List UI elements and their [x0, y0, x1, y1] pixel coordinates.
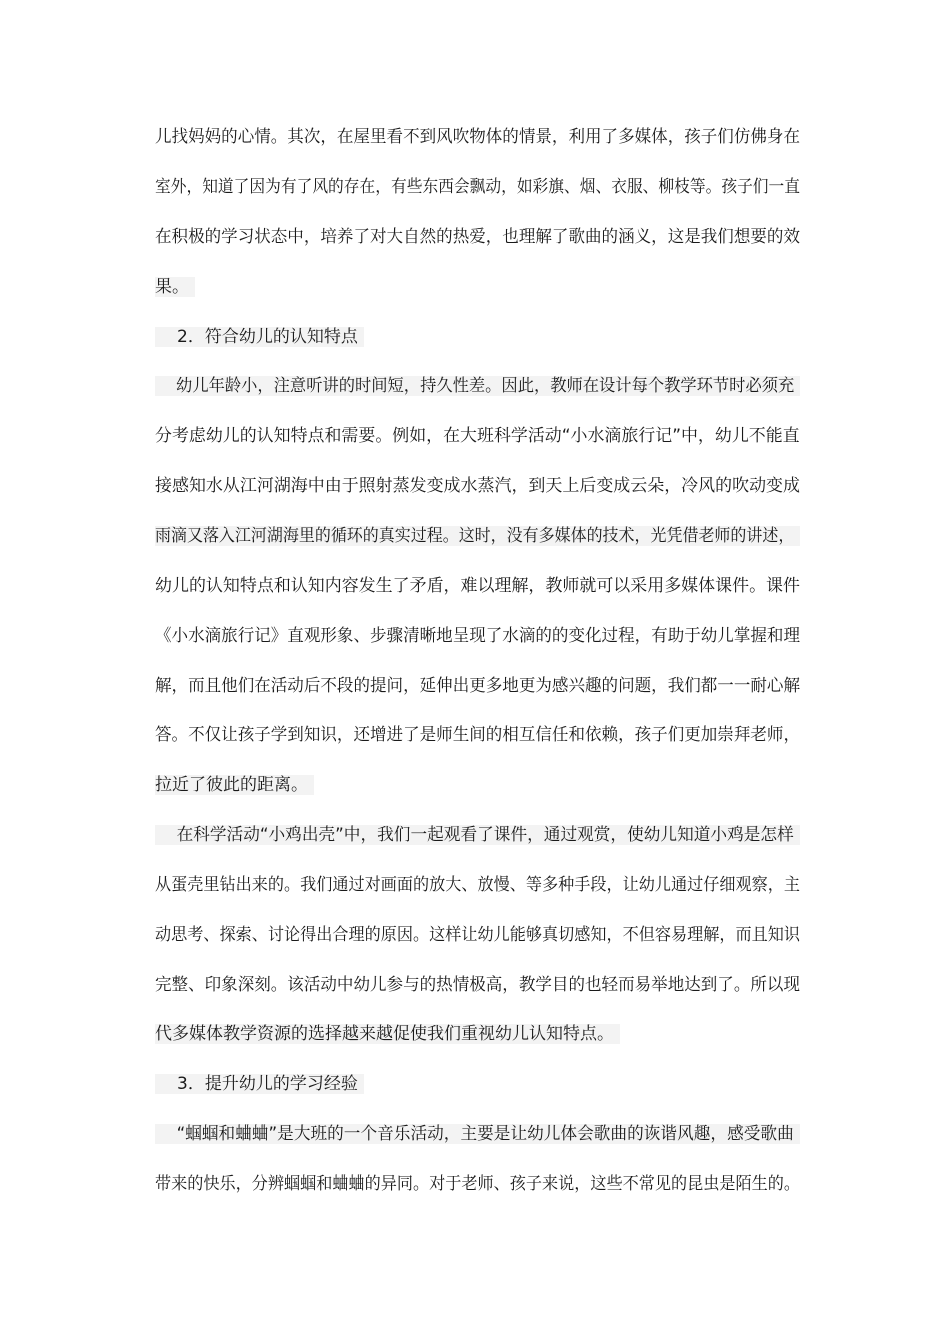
paragraph-line: 儿找妈妈的心情。其次，在屋里看不到风吹物体的情景，利用了多媒体，孩子们仿佛身在 — [155, 127, 800, 147]
paragraph-line: 答。不仅让孩子学到知识，还增进了是师生间的相互信任和依赖，孩子们更加崇拜老师， — [155, 725, 800, 745]
paragraph-line: 动思考、探索、讨论得出合理的原因。这样让幼儿能够真切感知，不但容易理解，而且知识 — [155, 925, 800, 945]
paragraph-line: 解，而且他们在活动后不段的提问，延伸出更多地更为感兴趣的问题，我们都一一耐心解 — [155, 676, 800, 696]
paragraph-line: 在科学活动“小鸡出壳”中，我们一起观看了课件，通过观赏，使幼儿知道小鸡是怎样 — [155, 822, 800, 848]
section-heading: 2．符合幼儿的认知特点 — [155, 324, 364, 350]
paragraph-line: 幼儿年龄小，注意听讲的时间短，持久性差。因此，教师在设计每个教学环节时必须充 — [155, 373, 800, 399]
paragraph-line: 接感知水从江河湖海中由于照射蒸发变成水蒸汽，到天上后变成云朵，冷风的吹动变成 — [155, 476, 800, 496]
paragraph-line: 代多媒体教学资源的选择越来越促使我们重视幼儿认知特点。 — [155, 1021, 620, 1047]
paragraph-line: 分考虑幼儿的认知特点和需要。例如，在大班科学活动“小水滴旅行记”中，幼儿不能直 — [155, 426, 800, 446]
paragraph-line: 带来的快乐，分辨蝈蝈和蛐蛐的异同。对于老师、孩子来说，这些不常见的昆虫是陌生的。 — [155, 1174, 800, 1194]
paragraph-line: 雨滴又落入江河湖海里的循环的真实过程。这时，没有多媒体的技术，光凭借老师的讲述， — [155, 523, 800, 549]
paragraph-line: 拉近了彼此的距离。 — [155, 772, 314, 798]
paragraph-line: 从蛋壳里钻出来的。我们通过对画面的放大、放慢、等多种手段，让幼儿通过仔细观察，主 — [155, 875, 800, 895]
paragraph-line: 幼儿的认知特点和认知内容发生了矛盾，难以理解，教师就可以采用多媒体课件。课件 — [155, 576, 800, 596]
paragraph-line: “蝈蝈和蛐蛐”是大班的一个音乐活动，主要是让幼儿体会歌曲的诙谐风趣，感受歌曲 — [155, 1121, 800, 1147]
paragraph-line: 室外，知道了因为有了风的存在，有些东西会飘动，如彩旗、烟、衣服、柳枝等。孩子们一直 — [155, 177, 800, 197]
paragraph-line: 《小水滴旅行记》直观形象、步骤清晰地呈现了水滴的的变化过程，有助于幼儿掌握和理 — [155, 626, 800, 646]
paragraph-line: 完整、印象深刻。该活动中幼儿参与的热情极高，教学目的也轻而易举地达到了。所以现 — [155, 975, 800, 995]
section-heading: 3．提升幼儿的学习经验 — [155, 1071, 364, 1097]
paragraph-line: 果。 — [155, 274, 195, 300]
paragraph-line: 在积极的学习状态中，培养了对大自然的热爱，也理解了歌曲的涵义，这是我们想要的效 — [155, 227, 800, 247]
